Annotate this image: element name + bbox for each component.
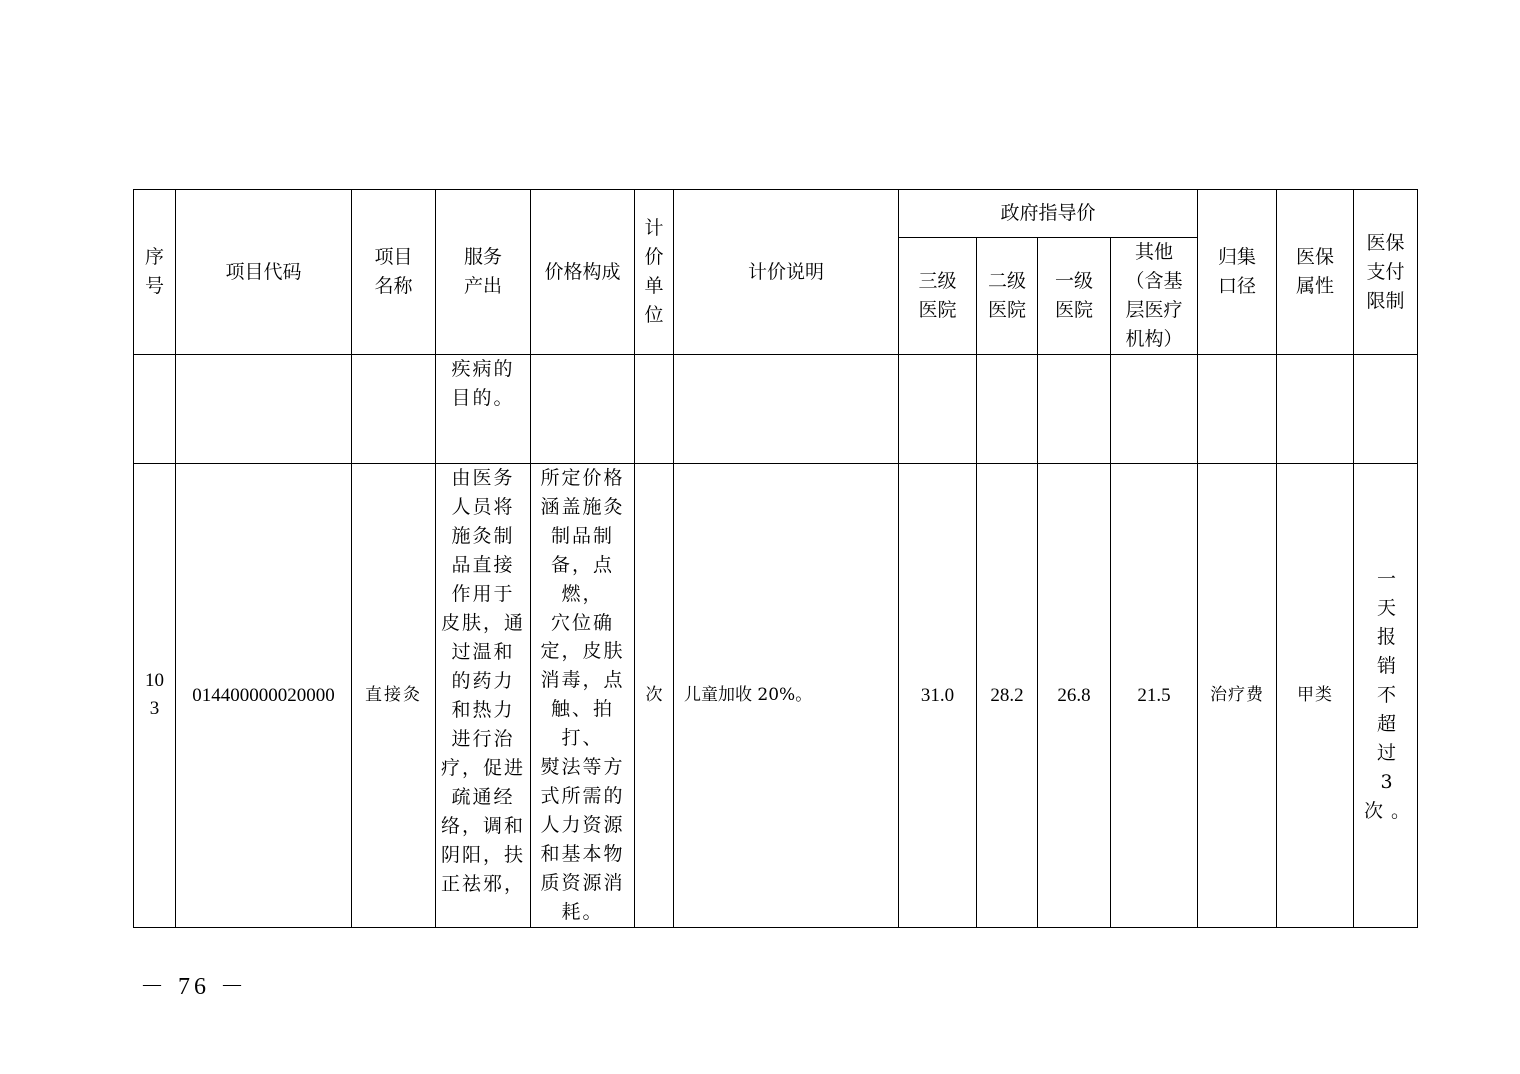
cont-insurance-attr — [1277, 355, 1354, 464]
cont-pricing-note — [674, 355, 899, 464]
cont-other — [1111, 355, 1198, 464]
cont-unit — [635, 355, 674, 464]
row-price-composition: 所定价格 涵盖施灸 制品制 备，点燃， 穴位确 定，皮肤 消毒，点 触、拍打、 熨法等方 式所需的 人力资源 和基本物 质资源消 耗。 — [531, 464, 635, 928]
header-other: 其他 （含基 层医疗 机构） — [1111, 238, 1198, 355]
row-level3-price: 31.0 — [899, 464, 977, 928]
header-name: 项目 名称 — [352, 190, 436, 355]
header-level2: 二级 医院 — [977, 238, 1038, 355]
cont-seq — [134, 355, 176, 464]
cont-name — [352, 355, 436, 464]
header-seq: 序 号 — [134, 190, 176, 355]
table-row — [134, 464, 1418, 928]
row-unit: 次 — [635, 464, 674, 928]
row-payment-limit: 一天 报销 不超 过 3 次。 — [1354, 464, 1418, 928]
header-payment-limit: 医保 支付 限制 — [1354, 190, 1418, 355]
header-level3: 三级 医院 — [899, 238, 977, 355]
cont-level3 — [899, 355, 977, 464]
row-seq: 10 3 — [134, 464, 176, 928]
cont-code — [176, 355, 352, 464]
row-name: 直接灸 — [352, 464, 436, 928]
row-insurance-attr: 甲类 — [1277, 464, 1354, 928]
cont-price-composition — [531, 355, 635, 464]
row-service: 由医务 人员将 施灸制 品直接 作用于 皮肤，通 过温和 的药力 和热力 进行治 疗，促进 疏通经 络，调和 阴阳，扶 正祛邪， — [436, 464, 531, 928]
header-insurance-attr: 医保 属性 — [1277, 190, 1354, 355]
row-level2-price: 28.2 — [977, 464, 1038, 928]
header-service: 服务 产出 — [436, 190, 531, 355]
header-pricing-note: 计价说明 — [674, 190, 899, 355]
cont-level1 — [1038, 355, 1111, 464]
row-code: 014400000020000 — [176, 464, 352, 928]
row-level1-price: 26.8 — [1038, 464, 1111, 928]
pricing-table — [133, 189, 1418, 928]
header-gov-price: 政府指导价 — [899, 190, 1198, 238]
row-pricing-note: 儿童加收 20%。 — [674, 464, 899, 928]
cont-service: 疾病的 目的。 — [436, 355, 531, 464]
header-row-1 — [134, 190, 1418, 238]
cont-category — [1198, 355, 1277, 464]
page-number: － 76 － — [140, 974, 248, 1000]
header-price-composition: 价格构成 — [531, 190, 635, 355]
cont-payment-limit — [1354, 355, 1418, 464]
continuation-row — [134, 355, 1418, 464]
cont-level2 — [977, 355, 1038, 464]
header-code: 项目代码 — [176, 190, 352, 355]
header-level1: 一级 医院 — [1038, 238, 1111, 355]
row-category: 治疗费 — [1198, 464, 1277, 928]
header-category: 归集 口径 — [1198, 190, 1277, 355]
row-other-price: 21.5 — [1111, 464, 1198, 928]
header-unit: 计 价 单 位 — [635, 190, 674, 355]
